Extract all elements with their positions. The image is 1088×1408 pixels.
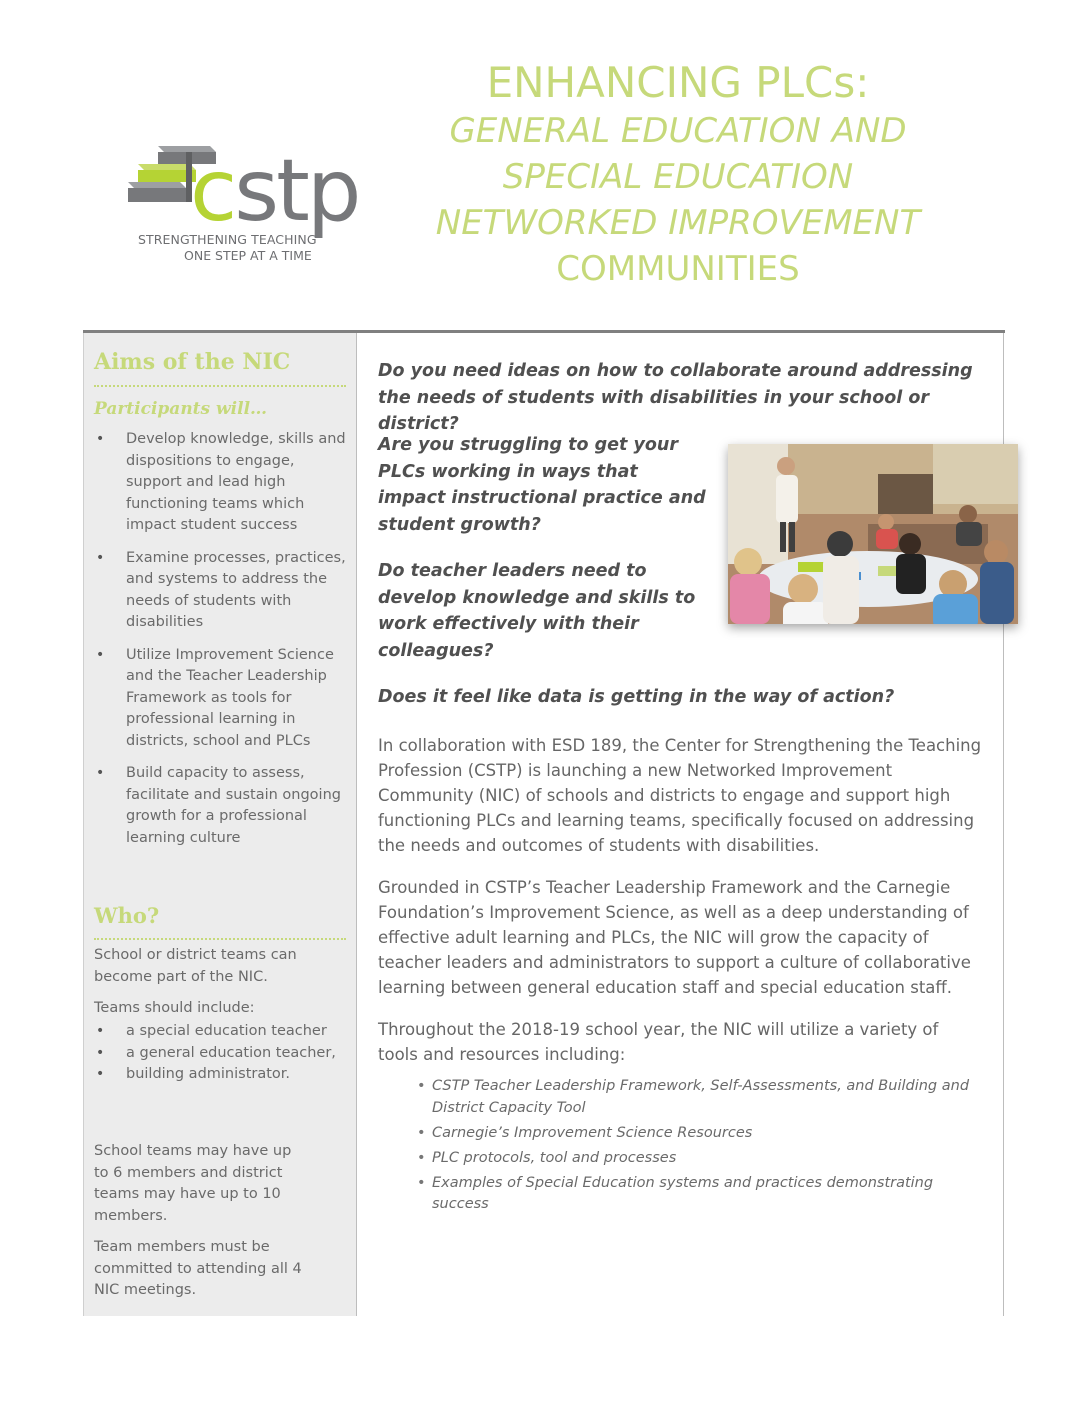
title-line-3: NETWORKED IMPROVEMENT — [435, 203, 921, 243]
who-paragraph-1: School or district teams can become part of the NIC. — [94, 947, 297, 985]
list-item: • Carnegie’s Improvement Science Resources — [432, 1123, 977, 1145]
question-1: Do you need ideas on how to collaborate around addressing the needs of students with disabilities in your school or district? — [378, 361, 973, 434]
title-line-4: COMMUNITIES — [556, 249, 800, 289]
body-paragraph-2: Grounded in CSTP’s Teacher Leadership Framework and the Carnegie Foundation’s Improvement Science, as well as a deep understanding of effective adult learning and PLCs, the NIC will grow the capacity of teacher leaders and administrators to support a culture of collaborative learning between general education staff and special education staff. — [378, 878, 971, 997]
who-paragraph-2: Teams should include: — [94, 1000, 255, 1016]
list-item: • building administrator. — [94, 1064, 346, 1086]
workshop-photo — [728, 444, 1018, 624]
list-item: • Examine processes, practices, and systems to address the needs of students with disabilities — [94, 548, 346, 634]
question-4: Does it feel like data is getting in the way of action? — [378, 687, 895, 707]
logo-tagline-2: ONE STEP AT A TIME — [184, 248, 312, 263]
who-paragraph-4: Team members must be committed to attending all 4 NIC meetings. — [94, 1239, 302, 1298]
who-paragraph-3: School teams may have up to 6 members and district teams may have up to 10 members. — [94, 1143, 292, 1224]
logo-wordmark — [190, 141, 359, 241]
team-members-list — [94, 1021, 346, 1086]
list-item: • Build capacity to assess, facilitate and sustain ongoing growth for a professional learning culture — [94, 763, 346, 849]
list-item: • a special education teacher — [94, 1021, 346, 1043]
list-item: • Develop knowledge, skills and dispositions to engage, support and lead high functioning teams which impact student success — [94, 429, 346, 537]
logo-c: c — [190, 141, 235, 241]
dotted-divider — [94, 385, 346, 387]
aims-list — [94, 429, 346, 849]
question-2: Are you struggling to get your PLCs working in ways that impact instructional practice and student growth? — [378, 435, 706, 535]
sidebar — [83, 333, 357, 1316]
question-3: Do teacher leaders need to develop knowledge and skills to work effectively with their colleagues? — [378, 561, 696, 661]
list-item: • PLC protocols, tool and processes — [432, 1148, 977, 1170]
logo-stp: stp — [234, 141, 359, 241]
list-item: • a general education teacher, — [94, 1043, 346, 1065]
resources-list — [432, 1076, 977, 1219]
body-paragraph-3: Throughout the 2018-19 school year, the NIC will utilize a variety of tools and resources including: — [378, 1020, 939, 1064]
title-line-2: SPECIAL EDUCATION — [502, 157, 854, 197]
logo-tagline-1: STRENGTHENING TEACHING — [138, 232, 317, 247]
workshop-photo-image — [728, 444, 1018, 624]
aims-heading: Aims of the NIC — [94, 349, 291, 375]
list-item: • Examples of Special Education systems and practices demonstrating success — [432, 1173, 977, 1216]
body-paragraph-1: In collaboration with ESD 189, the Center for Strengthening the Teaching Profession (CSTP) is launching a new Networked Improvement Community (NIC) of schools and districts to engage and support high functioning PLCs and learning teams, specifically focused on addressing the needs and outcomes of students with disabilities. — [378, 736, 982, 855]
who-heading: Who? — [94, 903, 160, 928]
title-main: ENHANCING PLCs: — [486, 58, 870, 107]
cstp-logo — [128, 142, 360, 268]
dotted-divider — [94, 938, 346, 940]
page-title — [400, 58, 956, 292]
list-item: • Utilize Improvement Science and the Teacher Leadership Framework as tools for professional learning in districts, school and PLCs — [94, 645, 346, 753]
list-item: • CSTP Teacher Leadership Framework, Self-Assessments, and Building and District Capacity Tool — [432, 1076, 977, 1119]
title-line-1: GENERAL EDUCATION AND — [449, 111, 907, 151]
participants-heading: Participants will… — [94, 399, 268, 419]
